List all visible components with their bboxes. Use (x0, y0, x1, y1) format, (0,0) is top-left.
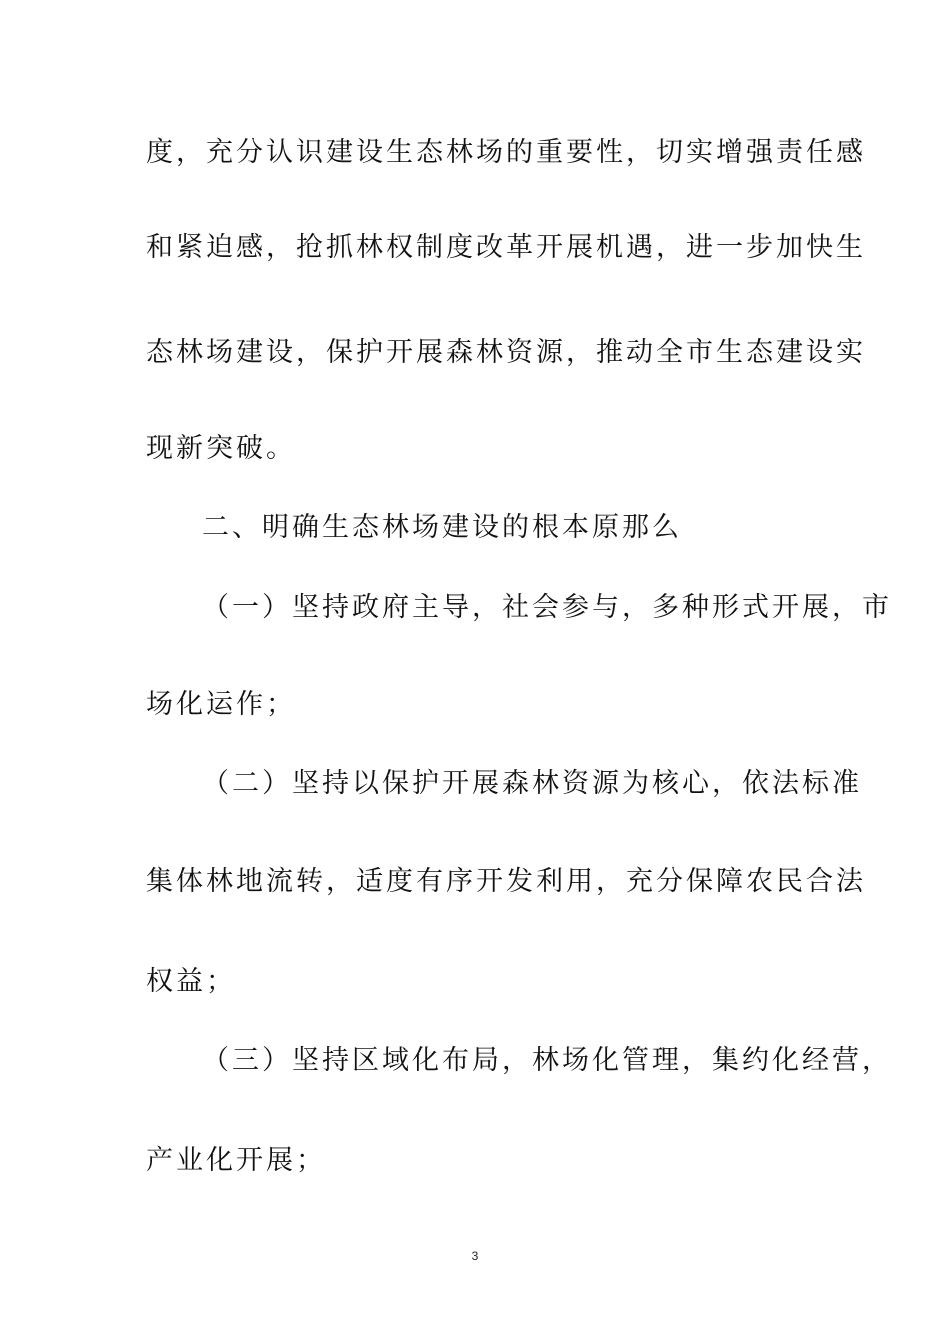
page-number: 3 (471, 1249, 479, 1263)
paragraph-line: 和紧迫感，抢抓林权制度改革开展机遇，进一步加快生 (146, 232, 866, 263)
paragraph-line: 现新突破。 (146, 433, 296, 464)
paragraph-line: 度，充分认识建设生态林场的重要性，切实增强责任感 (146, 137, 866, 168)
list-item-3-line: 产业化开展； (146, 1145, 326, 1176)
list-item-3-line: （三）坚持区域化布局，林场化管理，集约化经营， (202, 1045, 892, 1076)
section-heading: 二、明确生态林场建设的根本原那么 (202, 512, 682, 543)
list-item-1-line: （一）坚持政府主导，社会参与，多种形式开展，市 (202, 592, 892, 623)
list-item-2-line: 权益； (146, 966, 236, 997)
paragraph-line: 态林场建设，保护开展森林资源，推动全市生态建设实 (146, 337, 866, 368)
list-item-1-line: 场化运作； (146, 689, 296, 720)
list-item-2-line: 集体林地流转，适度有序开发利用，充分保障农民合法 (146, 866, 866, 897)
list-item-2-line: （二）坚持以保护开展森林资源为核心，依法标准 (202, 768, 862, 799)
